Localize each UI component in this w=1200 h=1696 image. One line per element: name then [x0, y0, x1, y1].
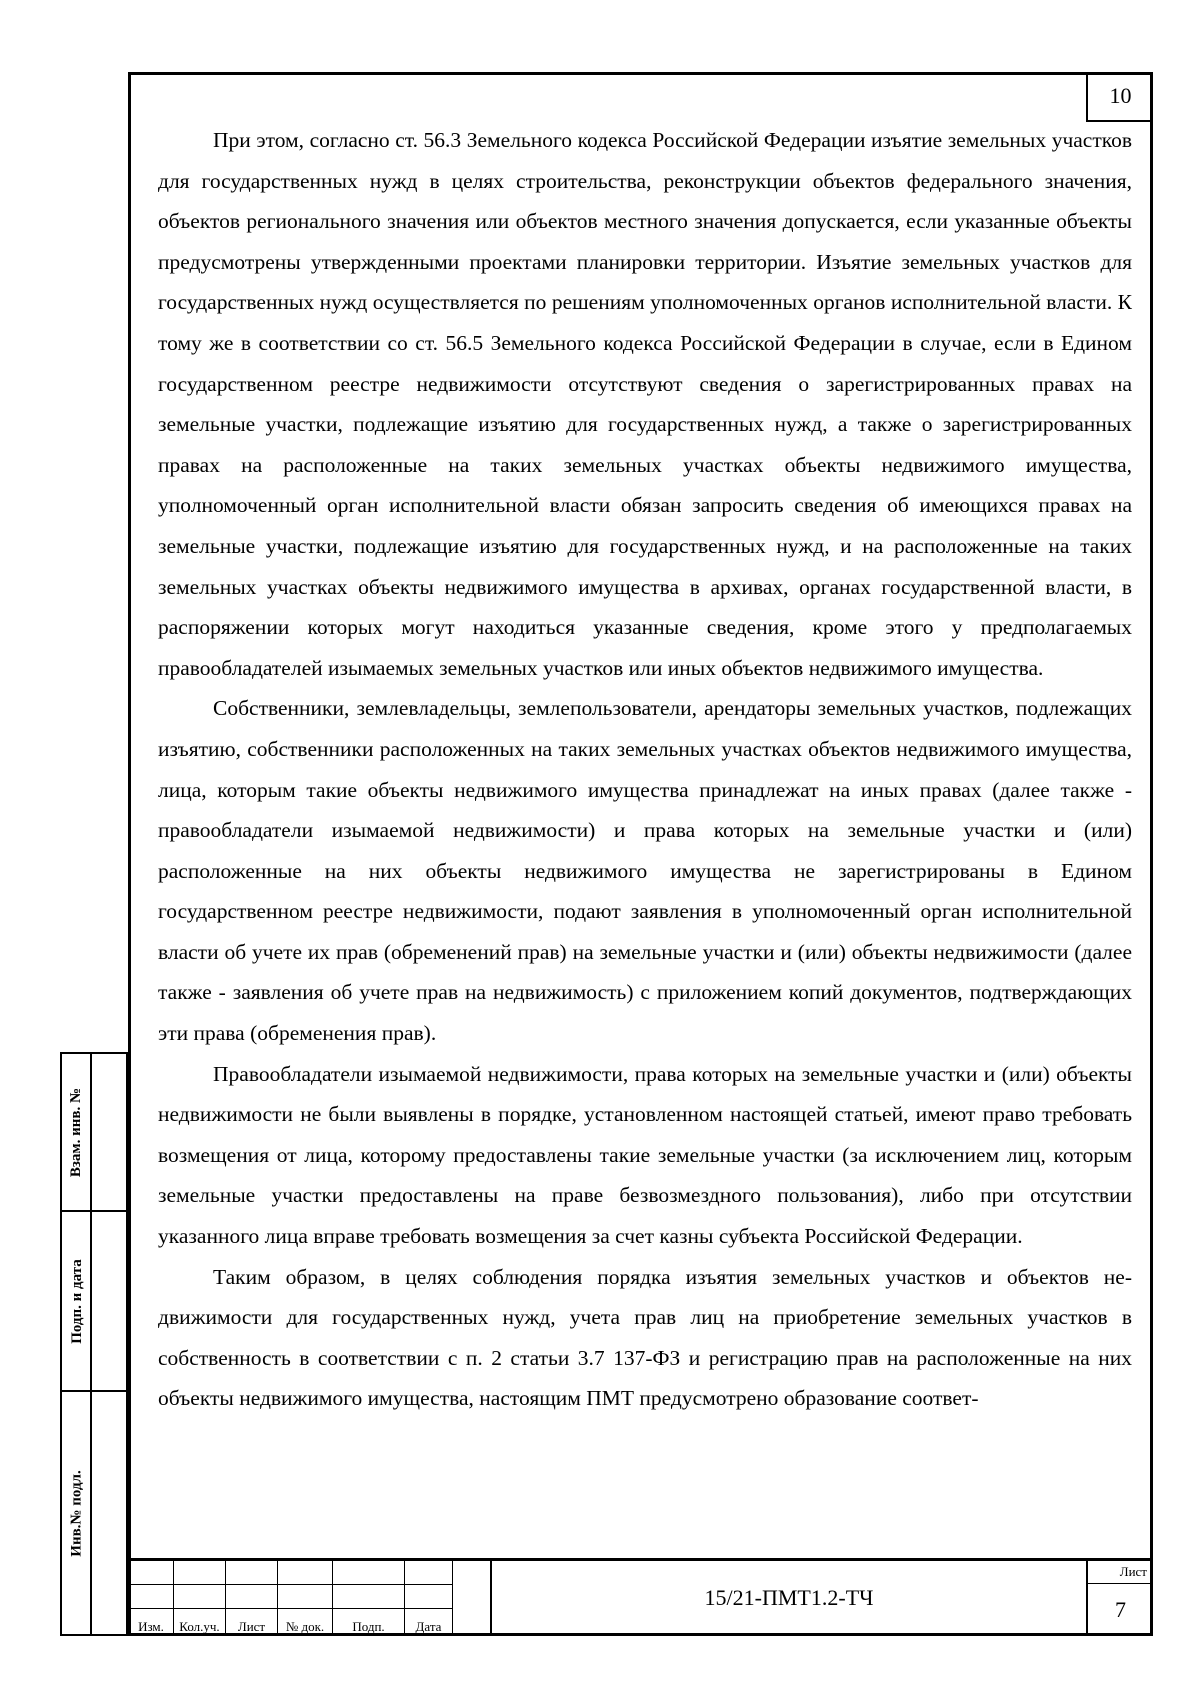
- tb-header-list: Лист: [226, 1609, 278, 1636]
- tb-header-podp: Подп.: [333, 1609, 405, 1636]
- paragraph-1: При этом, согласно ст. 56.3 Земельного кодекса Российской Федерации изъятие земельных участков для государственных нужд в целях строительства, реконструкции объектов федерального значения, объектов регионального значения или объектов местного значения допускается, если указанные объекты предусмотрены утвержденными проектами планировки территории. Изъятие земельных участков для государственных нужд осуществляется по решениям уполномоченных органов исполнительной власти. К тому же в соответствии со ст. 56.5 Земельного кодекса Российской Федерации в случае, если в Едином государственном реестре недвижимости отсутствуют сведения о зарегистрированных правах на земельные участки, подлежащие изъятию для государственных нужд, а также о зарегистрированных правах на расположенные на таких земельных участках объекты недвижимого имущества, уполномоченный орган исполнительной власти обязан запросить сведения об имеющихся правах на земельные участки, подлежащие изъятию для государственных нужд, и на расположенные на таких земельных участках объекты недвижимого имущества в архивах, органах государственной власти, в распоряжении которых могут находиться указанные сведения, кроме этого у предполагаемых правообладателей изымаемых земельных участков или иных объектов недвижимого имущества.: [158, 128, 1132, 680]
- tb-header-kol-uch: Кол.уч.: [174, 1609, 226, 1636]
- body-text: [158, 120, 1132, 1419]
- paragraph-2: Собственники, землевладельцы, землепользователи, арендаторы земельных участков, подлежащих изъятию, собственники расположенных на таких земельных участках объектов недвижимого имущества, лица, которым такие объекты недвижимого имущества принадлежат на иных правах (далее также - правообладатели изымаемой недвижимости) и права которых на земельные участки и (или) расположенные на них объекты недвижимого имущества не зарегистрированы в Едином государственном реестре недвижимости, подают заявления в уполномоченный орган исполнительной власти об учете их прав (обременений прав) на земельные участки и (или) объекты недвижимости (далее также - заявления об учете прав на недвижимость) с приложением копий документов, подтверждающих эти права (обременения прав).: [158, 696, 1132, 1046]
- side-label-inv: Инв.№ подл.: [68, 1469, 85, 1557]
- side-stamp-podp: [60, 1210, 128, 1392]
- document-code: 15/21-ПМТ1.2-ТЧ: [490, 1560, 1086, 1636]
- title-block-grid: [128, 1560, 453, 1636]
- side-label-podp: Подп. и дата: [68, 1258, 85, 1344]
- paragraph-3: Правообладатели изымаемой недвижимости, права которых на земельные участки и (или) объекты недвижимости не были выявлены в порядке, установленном настоящей статьей, имеют право требовать возмещения от лица, которому предоставлены такие земельные участки (за исключением лиц, которым земельные участки предоставлены на праве безвозмездного пользования), либо при отсутствии указанного лица вправе требовать возмещения за счет казны субъекта Российской Федерации.: [158, 1061, 1132, 1249]
- paragraph-4: Таким образом, в целях соблюдения порядка изъятия земельных участков и объектов недвижимости для государственных нужд, учета прав лиц на приобретение земельных участков в собственность в соответствии с п. 2 статьи 3.7 137-ФЗ и регистрацию прав на расположенные на них объекты недвижимого имущества, настоящим ПМТ предусмотрено образование соответ-: [158, 1264, 1132, 1411]
- tb-header-data: Дата: [405, 1609, 453, 1636]
- side-stamp-inv: [60, 1390, 128, 1636]
- tb-header-n-dok: № док.: [278, 1609, 333, 1636]
- sheet-label: Лист: [1086, 1560, 1153, 1584]
- tb-header-izm: Изм.: [129, 1609, 174, 1636]
- sheet-number: 7: [1086, 1584, 1153, 1636]
- side-label-vzam: Взам. инв. №: [68, 1087, 85, 1177]
- side-stamp-vzam: [60, 1052, 128, 1212]
- page-number: 10: [1086, 72, 1153, 122]
